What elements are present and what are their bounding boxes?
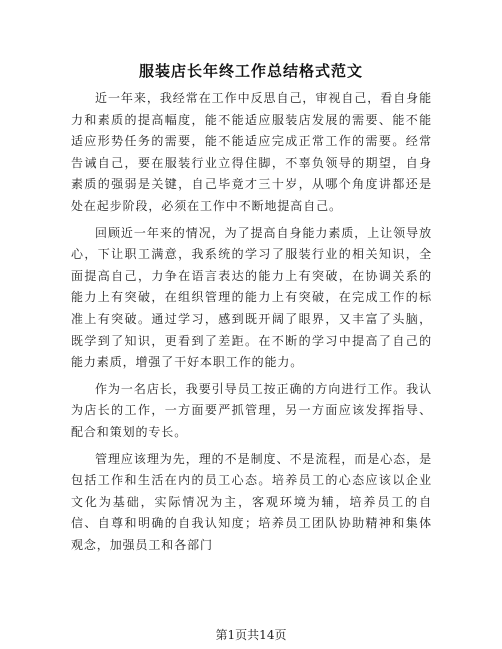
paragraph-4: 管理应该理为先，理的不是制度、不是流程，而是心态，是包括工作和生活在内的员工心态。培养员工的心态应该以企业文化为基础，实际情况为主，客观环境为辅，培养员工的自信、自尊和明确的自我认知度；培养员工团队协助精神和集体观念，加强员工和各部门 (71, 451, 432, 552)
paragraph-3: 作为一名店长，我要引导员工按正确的方向进行工作。我认为店长的工作，一方面要严抓管理，另一方面应该发挥指导、配合和策划的专长。 (71, 381, 432, 439)
document-title: 服装店长年终工作总结格式范文 (138, 62, 363, 80)
paragraph-2: 回顾近一年来的情况，为了提高自身能力素质，上让领导放心，下让职工满意，我系统的学习了服装行业的相关知识，全面提高自己，力争在语言表达的能力上有突破，在协调关系的能力上有突破，在组织管理的能力上有突破，在完成工作的标准上有突破。通过学习，感到既开阔了眼界，又丰富了头脑，既学到了知识，更看到了差距。在不断的学习中提高了自己的能力素质，增强了干好本职工作的能力。 (71, 225, 432, 370)
paragraph-1: 近一年来，我经常在工作中反思自己，审视自己，看自身能力和素质的提高幅度，能不能适应服装店发展的需要、能不能适应形势任务的需要，能不能适应完成正常工作的需要。经常告诫自己，要在服装行业立得住脚，不辜负领导的期望，自身素质的强弱是关键，自己毕竟才三十岁，从哪个角度讲都还是处在起步阶段，必须在工作中不断地提高自己。 (71, 91, 432, 213)
document-body (71, 88, 432, 556)
page-number-footer: 第1页共14页 (215, 628, 287, 642)
